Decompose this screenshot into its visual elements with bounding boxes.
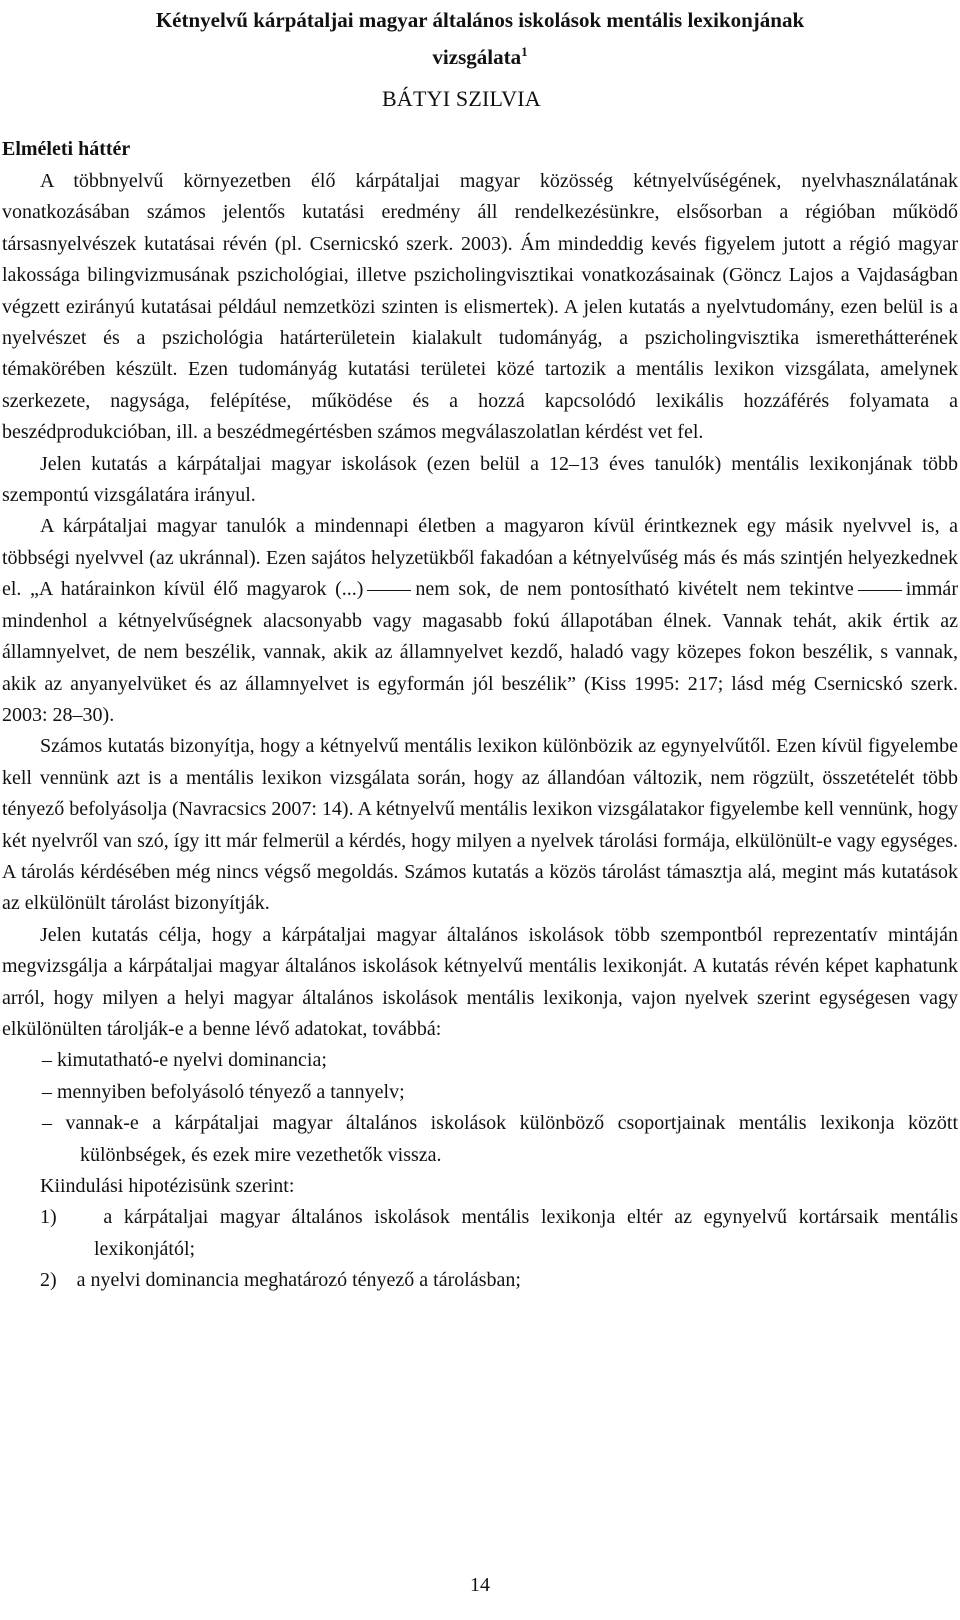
list-item: – kimutatható-e nyelvi dominancia;	[42, 1049, 327, 1072]
list-item: 1) a kárpátaljai magyar általános iskolások mentális lexikonja eltér az egynyelvű kortársaik mentális lexikonjától;	[40, 1206, 959, 1260]
paragraph-1: A többnyelvű környezetben élő kárpátaljai magyar közösség kétnyelvűségének, nyelvhasználatának vonatkozásában számos jelentős kutatási eredmény áll rendelkezésünkre, elsősorban a régióban működő társasnyelvészek kutatásai révén (pl. Csernicskó szerk. 2003). Ám mindeddig kevés figyelem jutott a régió magyar lakossága bilingvizmusának pszichológiai, illetve pszicholingvisztikai vonatkozásainak (Göncz Lajos a Vajdaságban végzett ezirányú kutatásai például nemzetközi szinten is elismertek). A jelen kutatás a nyelvtudomány, ezen belül is a nyelvészet és a pszichológia határterületein kialakult tudományág, a pszicholingvisztika ismerethátterének témakörében készült. Ezen tudományág kutatási területei közé tartozik a mentális lexikon vizsgálata, amelynek szerkezete, nagysága, felépítése, működése és a hozzá kapcsolódó lexikális hozzáférés folyamata a beszédprodukcióban, ill. a beszédmegértésben számos megválaszolatlan kérdést vet fel.	[2, 170, 958, 444]
quote-part-1: A kárpátaljai magyar tanulók a mindennapi életben a magyaron kívül érintkeznek egy másik nyelvvel is, a többségi nyelvvel (az ukránnal). Ezen sajátos helyzetükből fakadóan a kétnyelvűség más és más szintjén helyezkednek el. „A határainkon kívül élő magyarok (...)	[2, 515, 958, 601]
hypothesis-intro: Kiindulási hipotézisünk szerint:	[40, 1175, 295, 1197]
paper-title	[2, 4, 958, 73]
title-line-2: vizsgálata$^1$	[432, 44, 528, 69]
paragraph-2: Jelen kutatás a kárpátaljai magyar iskolások (ezen belül a 12–13 éves tanulók) mentális lexikonjának több szempontú vizsgálatára irányul.	[2, 452, 958, 507]
list-item: 2) a nyelvi dominancia meghatározó tényező a tárolásban;	[40, 1269, 521, 1292]
paragraph-quote	[2, 511, 958, 731]
author-name: BÁTYI SZILVIA	[382, 86, 541, 111]
em-dash	[367, 590, 411, 591]
list-item: – vannak-e a kárpátaljai magyar általános iskolások különböző csoportjainak mentális lexikonja között különbségek, és ezek mire vezethetők vissza.	[42, 1112, 958, 1166]
paragraph-3: Számos kutatás bizonyítja, hogy a kétnyelvű mentális lexikon különbözik az egynyelvűtől. Ezen kívül figyelembe kell vennünk azt is a mentális lexikon vizsgálata során, hogy az állandóan változik, nem rögzült, összetételét több tényező befolyásolja (Navracsics 2007: 14). A kétnyelvű mentális lexikon vizsgálatakor figyelembe kell vennünk, hogy két nyelvről van szó, így itt már felmerül a kérdés, hogy milyen a nyelvek tárolási formája, elkülönült-e vagy egységes. A tárolás kérdésében még nincs végső megoldás. Számos kutatás a közös tárolást támasztja alá, megint más kutatások az elkülönült tárolást bizonyítják.	[2, 735, 958, 915]
section-heading: Elméleti háttér	[2, 138, 131, 160]
list-item: – mennyiben befolyásoló tényező a tannyelv;	[42, 1080, 405, 1103]
em-dash	[858, 590, 902, 591]
page-number: 14	[470, 1574, 490, 1596]
title-footnote-marker: 1	[521, 44, 528, 59]
paragraph-4: Jelen kutatás célja, hogy a kárpátaljai magyar általános iskolások több szempontból reprezentatív mintáján megvizsgálja a kárpátaljai magyar általános iskolások kétnyelvű mentális lexikonját. A kutatás révén képet kaphatunk arról, hogy milyen a helyi magyar általános iskolások mentális lexikonja, vajon nyelvek szerint egységesen vagy elkülönülten tárolják-e a benne lévő adatokat, továbbá:	[2, 923, 958, 1040]
hypothesis-list	[2, 1202, 958, 1296]
aims-list	[2, 1045, 958, 1171]
quote-part-3: immár mindenhol a kétnyelvűségnek alacsonyabb vagy magasabb fokú állapotában élnek. Vannak tehát, akik értik az államnyelvet, de nem beszélik, vannak, akik az államnyelvet kezdő, haladó vagy közepes fokon beszélik, s vannak, akik az anyanyelvüket és az államnyelvet is egyformán jól beszélik” (Kiss 1995: 217; lásd még Csernicskó szerk. 2003: 28–30).	[2, 578, 958, 726]
body-text	[2, 166, 958, 1297]
quote-part-2: nem sok, de nem pontosítható kivételt nem tekintve	[415, 578, 854, 601]
title-line-1: Kétnyelvű kárpátaljai magyar általános iskolások mentális lexikonjának	[155, 8, 805, 32]
